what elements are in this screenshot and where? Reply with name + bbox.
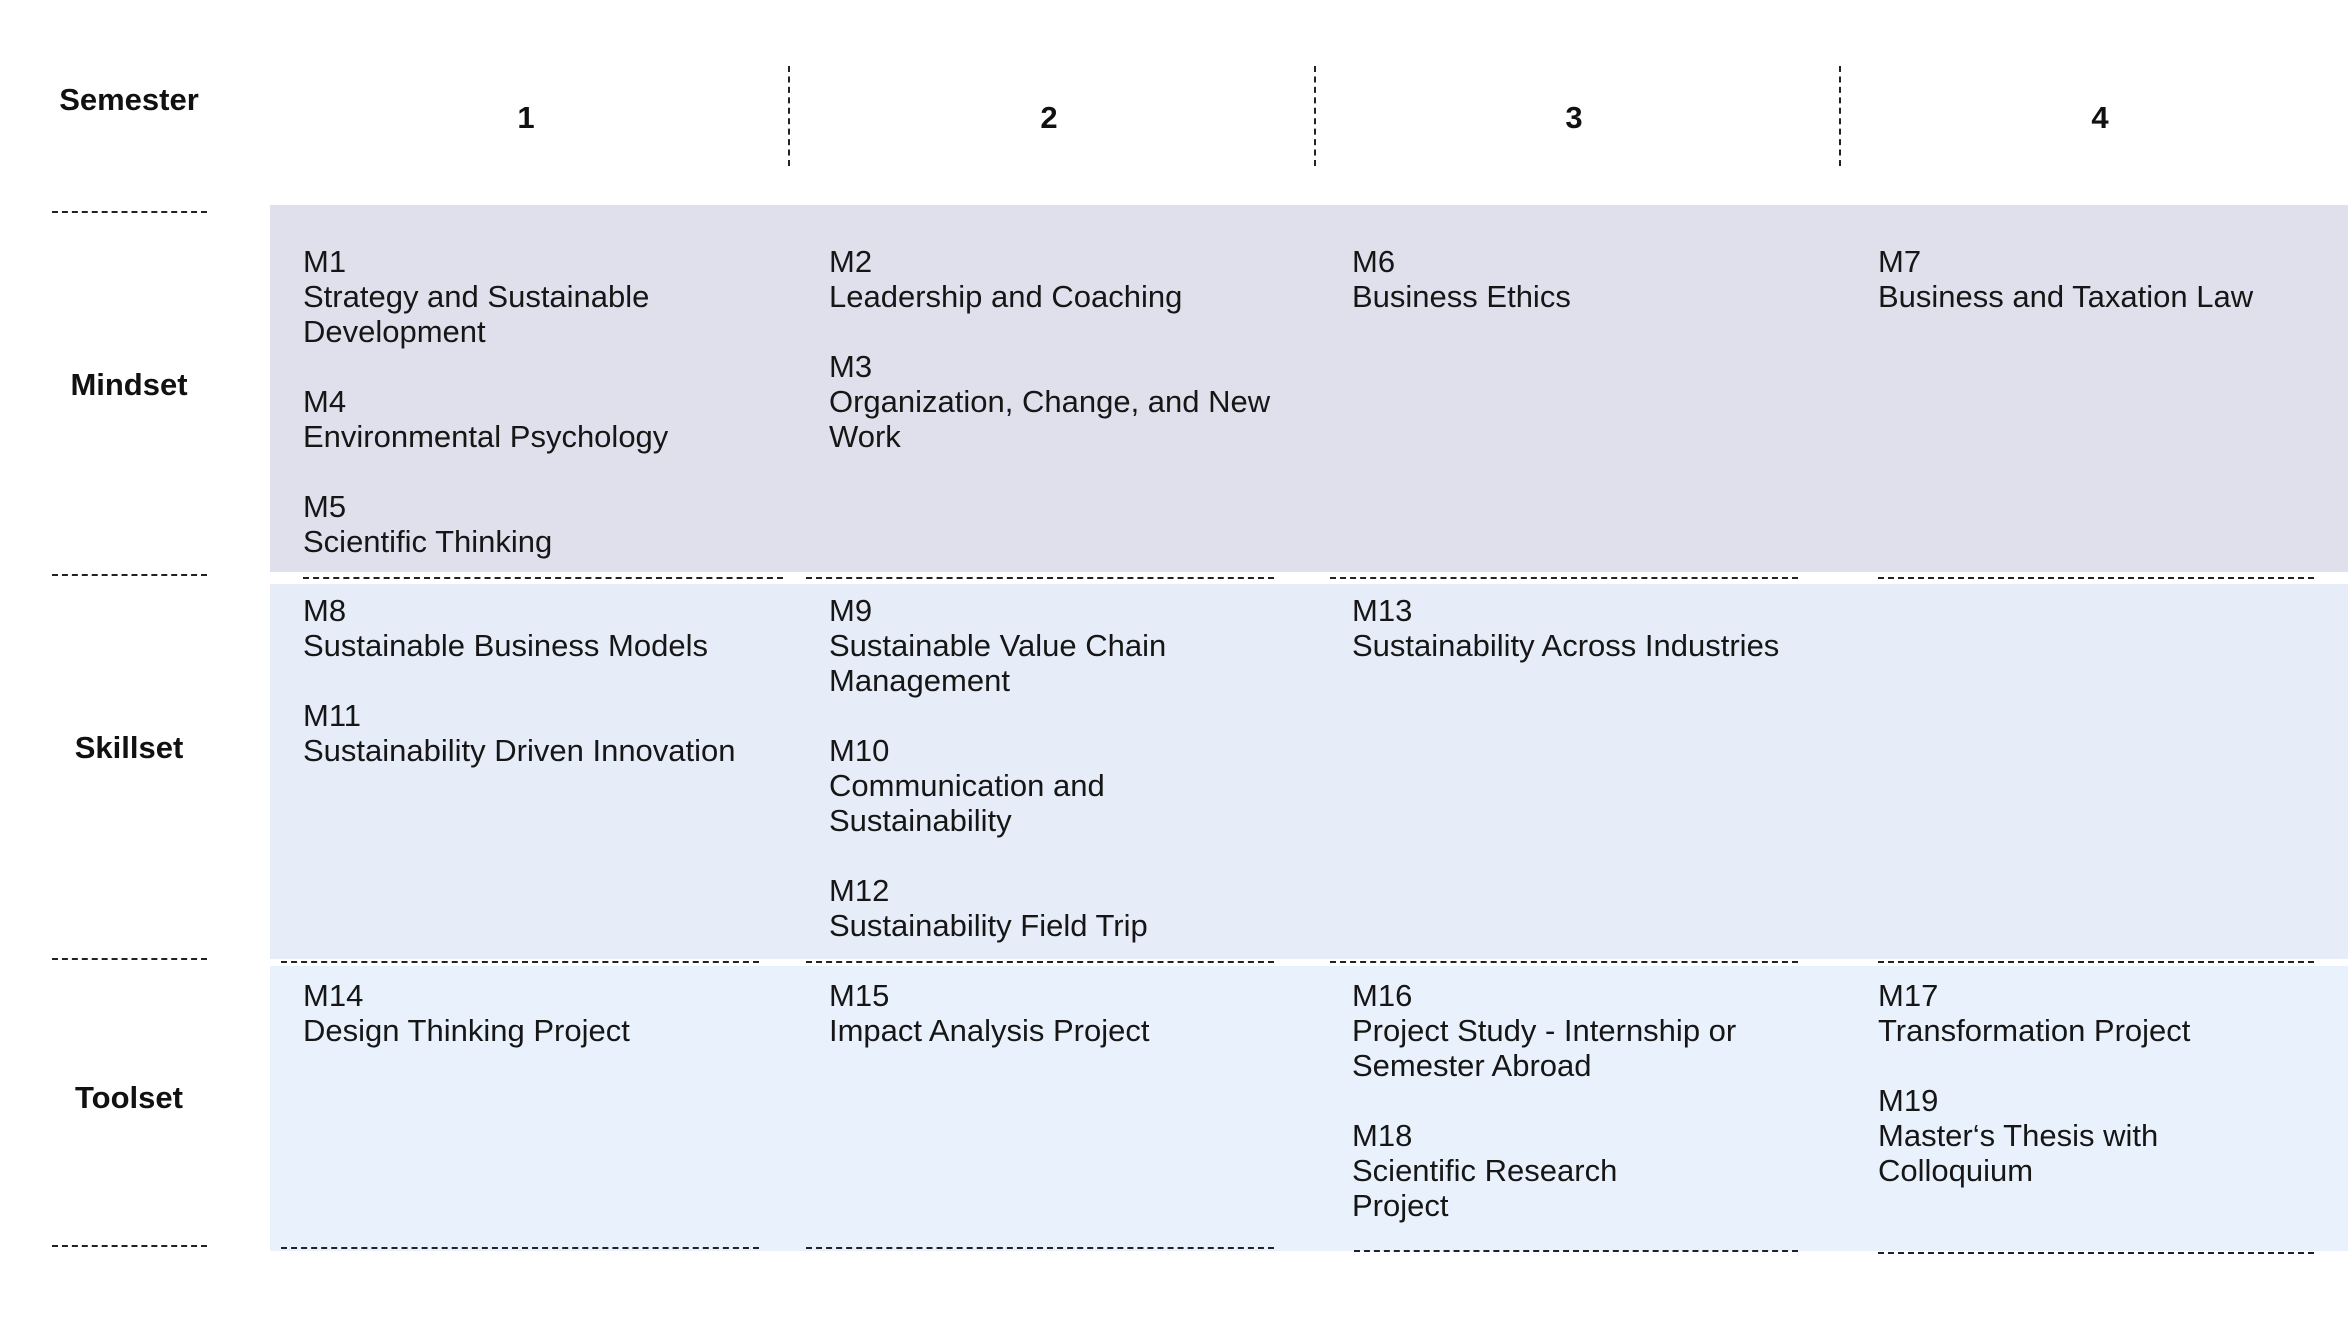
- module-code: M6: [1352, 244, 1396, 279]
- module-title: Sustainability Driven Innovation: [303, 733, 736, 768]
- module-title: Business Ethics: [1352, 279, 1571, 314]
- module-title: Sustainability Field Trip: [829, 908, 1148, 943]
- cell-divider: [1878, 1252, 2314, 1254]
- header-divider-3: [1839, 66, 1841, 166]
- module-code: M19: [1878, 1083, 1939, 1118]
- module-title: Project Study - Internship or Semester Abroad: [1352, 1013, 1737, 1083]
- cell-divider: [806, 577, 1274, 579]
- cell-divider: [1878, 961, 2314, 963]
- semester-1-header: 1: [517, 100, 535, 135]
- module-code: M7: [1878, 244, 1922, 279]
- cell-divider: [1330, 961, 1798, 963]
- module-code: M13: [1352, 593, 1413, 628]
- module-title: Organization, Change, and New Work: [829, 384, 1271, 454]
- module-entry: [303, 698, 783, 768]
- label-divider: [52, 211, 207, 213]
- module-entry: [303, 593, 783, 663]
- cell-toolset-sem3: [1352, 978, 1832, 1223]
- header-divider-1: [788, 66, 790, 166]
- cell-divider: [806, 1247, 1274, 1249]
- module-entry: [1352, 978, 1832, 1083]
- semester-3-header: 3: [1565, 100, 1583, 135]
- module-code: M14: [303, 978, 364, 1013]
- module-title: Scientific Thinking: [303, 524, 553, 559]
- module-entry: [1352, 1118, 1832, 1223]
- module-code: M16: [1352, 978, 1413, 1013]
- module-entry: [303, 244, 773, 349]
- module-code: M4: [303, 384, 347, 419]
- module-title: Impact Analysis Project: [829, 1013, 1150, 1048]
- module-title: Scientific Research Project: [1352, 1153, 1618, 1223]
- module-code: M12: [829, 873, 890, 908]
- label-divider: [52, 1245, 207, 1247]
- module-entry: [1352, 244, 1832, 314]
- module-entry: [303, 384, 773, 454]
- module-code: M8: [303, 593, 347, 628]
- row-label-skillset: Skillset: [74, 730, 184, 765]
- module-title: Sustainable Value Chain Management: [829, 628, 1167, 698]
- cell-divider: [1878, 577, 2314, 579]
- module-code: M5: [303, 489, 347, 524]
- cell-skillset-sem1: [303, 593, 783, 768]
- module-code: M3: [829, 349, 873, 384]
- module-entry: [829, 733, 1309, 838]
- cell-mindset-sem3: [1352, 244, 1832, 314]
- cell-mindset-sem4: [1878, 244, 2338, 314]
- header-divider-2: [1314, 66, 1316, 166]
- semester-4-header: 4: [2091, 100, 2109, 135]
- module-entry: [1352, 593, 1832, 663]
- cell-divider: [1354, 1250, 1798, 1252]
- module-entry: [303, 489, 773, 559]
- cell-mindset-sem1: [303, 244, 773, 559]
- cell-toolset-sem2: [829, 978, 1309, 1048]
- module-title: Leadership and Coaching: [829, 279, 1183, 314]
- module-title: Transformation Project: [1878, 1013, 2191, 1048]
- module-title: Environmental Psychology: [303, 419, 669, 454]
- module-entry: [1878, 1083, 2338, 1188]
- cell-divider: [1330, 577, 1798, 579]
- cell-toolset-sem1: [303, 978, 783, 1048]
- module-entry: [1878, 244, 2338, 314]
- semester-2-header: 2: [1040, 100, 1058, 135]
- cell-skillset-sem2: [829, 593, 1309, 943]
- module-title: Sustainable Business Models: [303, 628, 708, 663]
- module-entry: [829, 349, 1309, 454]
- module-title: Business and Taxation Law: [1878, 279, 2254, 314]
- cell-toolset-sem4: [1878, 978, 2338, 1188]
- module-title: Strategy and Sustainable Development: [303, 279, 650, 349]
- module-title: Design Thinking Project: [303, 1013, 630, 1048]
- cell-divider: [281, 961, 759, 963]
- label-divider: [52, 574, 207, 576]
- module-title: Master‘s Thesis with Colloquium: [1878, 1118, 2159, 1188]
- module-entry: [829, 593, 1309, 698]
- module-code: M10: [829, 733, 890, 768]
- module-title: Sustainability Across Industries: [1352, 628, 1780, 663]
- module-code: M9: [829, 593, 873, 628]
- row-label-toolset: Toolset: [75, 1080, 183, 1115]
- module-code: M11: [303, 698, 362, 733]
- module-entry: [829, 873, 1309, 943]
- module-code: M2: [829, 244, 873, 279]
- module-title: Communication and Sustainability: [829, 768, 1105, 838]
- module-code: M15: [829, 978, 890, 1013]
- module-code: M18: [1352, 1118, 1413, 1153]
- module-entry: [829, 978, 1309, 1048]
- module-entry: [829, 244, 1309, 314]
- cell-divider: [281, 1247, 759, 1249]
- cell-mindset-sem2: [829, 244, 1309, 454]
- semester-header-label: Semester: [59, 82, 199, 117]
- cell-skillset-sem3: [1352, 593, 1832, 663]
- module-code: M17: [1878, 978, 1939, 1013]
- module-entry: [303, 978, 783, 1048]
- module-entry: [1878, 978, 2338, 1048]
- cell-divider: [806, 961, 1274, 963]
- cell-divider: [303, 577, 783, 579]
- module-code: M1: [303, 244, 347, 279]
- row-label-mindset: Mindset: [70, 367, 188, 402]
- label-divider: [52, 958, 207, 960]
